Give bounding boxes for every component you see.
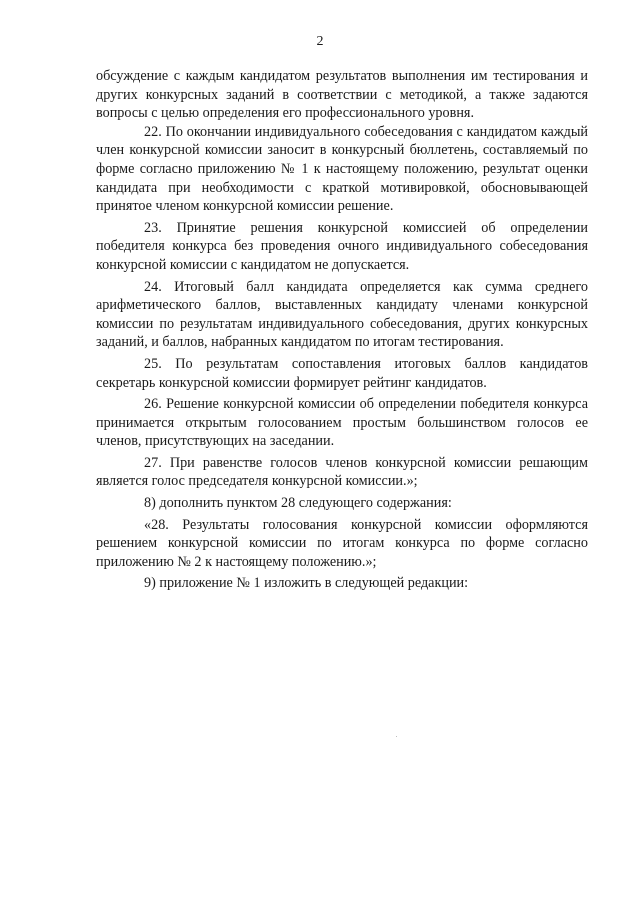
paragraph-item-24: 24. Итоговый балл кандидата определяется как сумма среднего арифметического баллов, выставленных кандидату членами конкурсной комиссии по результатам индивидуального собеседования, других конкурсных заданий, и баллов, набранных кандидатом по итогам тестирования.	[96, 278, 588, 351]
paragraph-item-25: 25. По результатам сопоставления итоговых баллов кандидатов секретарь конкурсной комиссии формирует рейтинг кандидатов.	[96, 355, 588, 391]
paragraph-item-27: 27. При равенстве голосов членов конкурсной комиссии решающим является голос председателя конкурсной комиссии.»;	[96, 454, 588, 490]
paragraph-item-23: 23. Принятие решения конкурсной комиссией об определении победителя конкурса без проведения очного индивидуального собеседования конкурсной комиссии с кандидатом не допускается.	[96, 219, 588, 273]
paragraph-continuation: обсуждение с каждым кандидатом результатов выполнения им тестирования и других конкурсных заданий в соответствии с методикой, а также задаются вопросы с целью определения его профессионального уровня.	[96, 68, 588, 122]
paragraph-item-22: 22. По окончании индивидуального собеседования с кандидатом каждый член конкурсной комиссии заносит в конкурсный бюллетень, составляемый по форме согласно приложению № 1 к настоящему положению, результат оценки кандидата при необходимости с краткой мотивировкой, обосновывающей принятое членом конкурсной комиссии решение.	[96, 123, 588, 215]
scan-speck	[396, 736, 397, 737]
paragraph-item-26: 26. Решение конкурсной комиссии об определении победителя конкурса принимается открытым голосованием простым большинством голосов ее членов, присутствующих на заседании.	[96, 396, 588, 450]
paragraph-amendment-9: 9) приложение № 1 изложить в следующей редакции:	[144, 575, 469, 592]
paragraph-amendment-8: 8) дополнить пунктом 28 следующего содержания:	[144, 495, 452, 512]
paragraph-item-28: «28. Результаты голосования конкурсной комиссии оформляются решением конкурсной комиссии по итогам конкурса по форме согласно приложению № 2 к настоящему положению.»;	[96, 516, 588, 570]
document-body	[96, 67, 588, 593]
page-number: 2	[316, 34, 324, 49]
